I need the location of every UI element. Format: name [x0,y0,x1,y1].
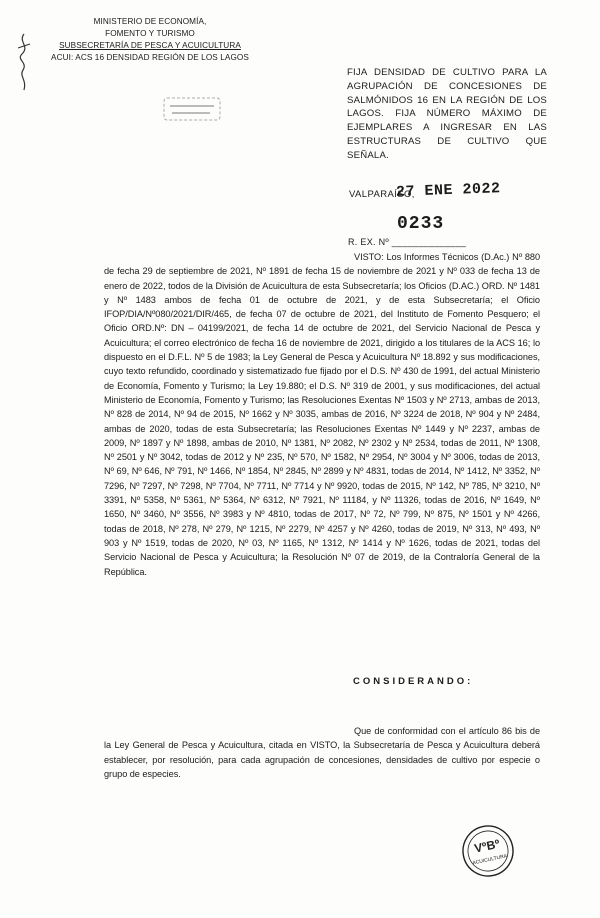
svg-text:VºBº: VºBº [473,836,501,856]
considerando-1-text: Que de conformidad con el artículo 86 bis de la Ley General de Pesca y Acuicultura, citada en VISTO, la Subsecretaría de Pesca y Acuicultura deberá establecer, por resolución, para cada agrupación de concesiones, densidades de cultivo por especie o grupo de especies. [104,726,540,779]
header-ministry: MINISTERIO DE ECONOMÍA, [93,17,207,26]
header-subsecretariat: SUBSECRETARÍA DE PESCA Y ACUICULTURA [59,41,241,50]
header-ministry-2: FOMENTO Y TURISMO [105,29,195,38]
rex-label-text: R. EX. Nº [348,237,389,247]
location-label: VALPARAÍSO, [349,189,415,200]
date-stamp: 27 ENE 2022 [395,180,501,201]
document-title: FIJA DENSIDAD DE CULTIVO PARA LA AGRUPACIÓN DE CONCESIONES DE SALMÓNIDOS 16 EN LA REGIÓN DE LOS LAGOS. FIJA NÚMERO MÁXIMO DE EJEMPLARES A INGRESAR EN LAS ESTRUCTURAS DE CULTIVO QUE SEÑALA. [347,67,547,161]
faded-stamp [162,96,222,122]
visto-text: VISTO: Los Informes Técnicos (D.Ac.) Nº 880 de fecha 29 de septiembre de 2021, Nº 1891 de fecha 15 de noviembre de 2021 y Nº 033 de fecha 13 de enero de 2022, todos de la División de Acuicultura de esta Subsecretaría; los Oficios (D.AC.) ORD. Nº 1481 y Nº 1483 ambos de fecha 01 de octubre de 2021, y de esta Subsecretaría; el Oficio IFOP/DIA/Nº080/2021/DIR/465, de fecha 07 de octubre de 2021, del Instituto de Fomento Pesquero; el Oficio ORD.Nº: DN – 04199/2021, de fecha 14 de octubre de 2021, del Servicio Nacional de Pesca y Acuicultura; el correo electrónico de fecha 16 de noviembre de 2021, dirigido a los titulares de la ACS 16; lo dispuesto en el D.F.L. Nº 5 de 1983; la Ley General de Pesca y Acuicultura Nº 18.892 y sus modificaciones, cuyo texto refundido, coordinado y sistematizado fue fijado por el D.S. Nº 430 de 1991, del actual Ministerio de Economía, Fomento y Turismo; la Ley 19.880; el D.S. Nº 319 de 2001, y sus modificaciones, del actual Ministerio de Economía, Fomento y Turismo; las Resoluciones Exentas Nº 1503 y Nº 2713, ambas de 2013, Nº 828 de 2014, Nº 94 de 2015, Nº 1662 y Nº 3035, ambas de 2016, Nº 3224 de 2018, Nº 904 y Nº 2484, ambas de 2020, todas de esta Subsecretaría; las Resoluciones Exentas Nº 1449 y Nº 2237, ambas de 2009, Nº 1897 y Nº 1898, ambas de 2010, Nº 1381, Nº 2082, Nº 2302 y Nº 2534, todas de 2011, Nº 1308, Nº 2501 y Nº 3042, todas de 2012 y Nº 235, Nº 570, Nº 1582, Nº 2954, Nº 3004 y Nº 3006, todas de 2013, Nº 69, Nº 646, Nº 791, Nº 1466, Nº 1854, Nº 2845, Nº 2899 y Nº 4831, todas de 2014, Nº 1412, Nº 3352, Nº 7296, Nº 7297, Nº 7298, Nº 7704, Nº 7711, Nº 7714 y Nº 9920, todas de 2015, Nº 142, Nº 785, Nº 3210, Nº 3391, Nº 5358, Nº 5361, Nº 5364, Nº 6312, Nº 7921, Nº 11184, y Nº 11326, todas de 2016, Nº 1649, Nº 1650, Nº 3460, Nº 3556, Nº 3983 y Nº 4810, todas de 2017, Nº 72, Nº 799, Nº 875, Nº 1501 y Nº 4266, todas de 2018, Nº 278, Nº 279, Nº 1215, Nº 2279, Nº 4257 y Nº 4260, todas de 2019, Nº 313, Nº 493, Nº 903 y Nº 1519, todas de 2020, Nº 03, Nº 1165, Nº 1312, Nº 1414 y Nº 1626, todas de 2021, todas del Servicio Nacional de Pesca y Acuicultura; la Resolución Nº 07 de 2019, de la Contraloría General de la República. [104,252,540,577]
approval-seal [455,818,521,884]
header-reference: ACUI: ACS 16 DENSIDAD REGIÓN DE LOS LAGOS [51,53,249,62]
considerando-heading: CONSIDERANDO: [353,676,474,687]
svg-text:ACUICULTURA: ACUICULTURA [472,853,508,867]
institution-header [40,16,260,64]
handwritten-signature [14,32,34,92]
rex-label: R. EX. Nº ______________ [348,237,467,247]
visto-paragraph [104,250,540,579]
considerando-paragraph [104,724,540,781]
resolution-number: 0233 [397,214,445,234]
